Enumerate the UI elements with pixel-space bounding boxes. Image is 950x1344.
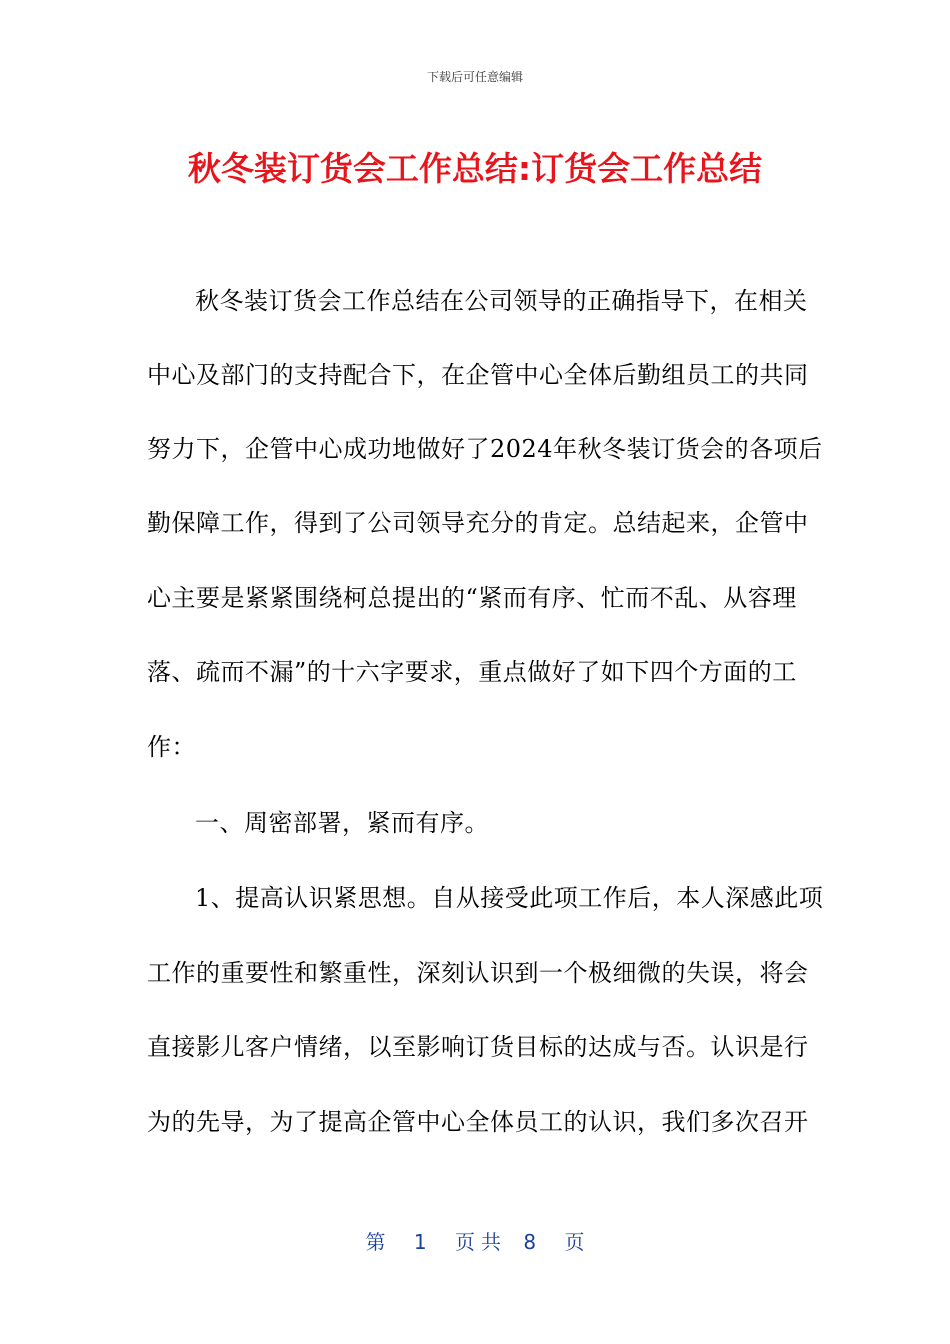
footer-prefix: 第 (365, 1230, 386, 1254)
body-line: 秋冬装订货会工作总结在公司领导的正确指导下，在相关 (195, 287, 808, 315)
body-line: 中心及部门的支持配合下，在企管中心全体后勤组员工的共同 (147, 361, 809, 389)
body-line: 心主要是紧紧围绕柯总提出的“紧而有序、忙而不乱、从容理 (147, 584, 797, 612)
header-note: 下载后可任意编辑 (426, 70, 523, 84)
body-line: 工作的重要性和繁重性，深刻认识到一个极细微的失误，将会 (147, 959, 809, 987)
body-line: 勤保障工作，得到了公司领导充分的肯定。总结起来，企管中 (147, 509, 809, 537)
body-line: 努力下，企管中心成功地做好了2024年秋冬装订货会的各项后 (147, 435, 823, 463)
section-heading: 一、周密部署，紧而有序。 (195, 809, 489, 837)
body-line: 为的先导，为了提高企管中心全体员工的认识，我们多次召开 (147, 1108, 809, 1136)
document-title: 秋冬装订货会工作总结:订货会工作总结 (187, 149, 763, 188)
body-line: 落、疏而不漏”的十六字要求，重点做好了如下四个方面的工 (147, 658, 797, 686)
body-line: 直接影儿客户情绪，以至影响订货目标的达成与否。认识是行 (147, 1033, 809, 1061)
body-line: 1、提高认识紧思想。自从接受此项工作后，本人深感此项 (195, 884, 824, 912)
footer-middle: 页共 (455, 1230, 507, 1254)
footer-suffix: 页 (564, 1230, 585, 1254)
current-page-number: 1 (413, 1230, 427, 1254)
total-pages-number: 8 (523, 1230, 537, 1254)
page-footer (0, 1226, 950, 1255)
body-line: 作： (147, 733, 196, 761)
